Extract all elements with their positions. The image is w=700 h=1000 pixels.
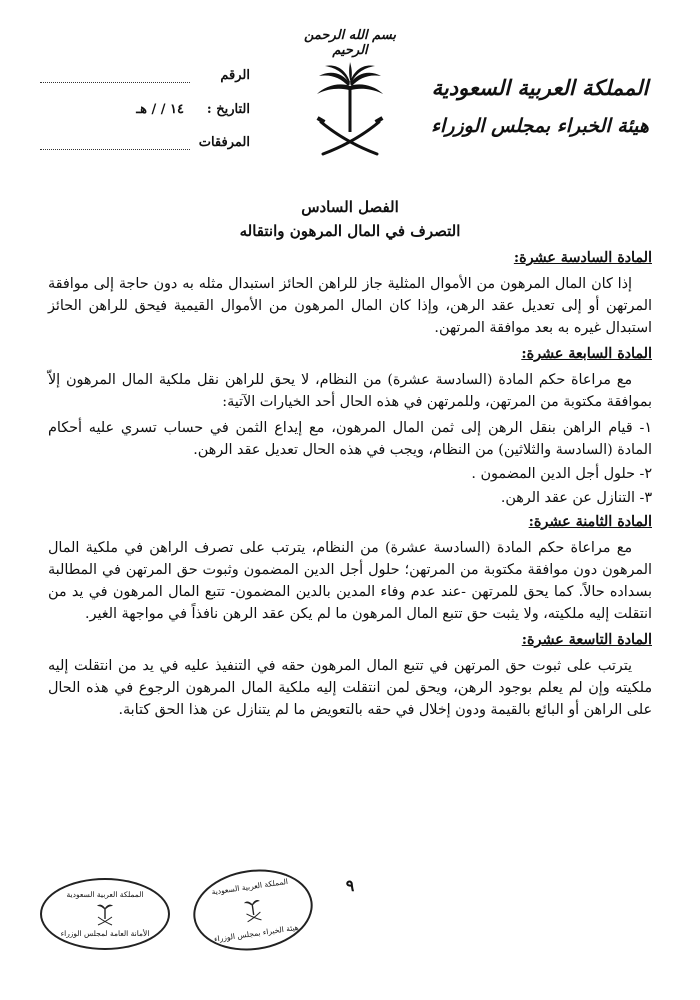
- date-value: ١٤ / / هـ: [136, 102, 184, 117]
- reference-line: [40, 82, 190, 83]
- article-17: [48, 343, 652, 509]
- list-item: ١- قيام الراهن بنقل الرهن إلى ثمن المال المرهون، مع إيداع الثمن في حساب تسري عليه أحكام المادة (السادسة والثلاثين) من النظام، ويجب في هذه الحال تعديل عقد الرهن.: [48, 420, 652, 458]
- seal-text-top: المملكة العربية السعودية: [66, 890, 144, 899]
- date-label: التاريخ :: [206, 102, 250, 117]
- seal-stamp-right: [188, 862, 318, 958]
- attachments-label: المرفقات: [198, 135, 250, 150]
- article-paragraph: إذا كان المال المرهون من الأموال المثلية جاز للراهن الحائز استبدال مثله به دون حاجة إلى موافقة المرتهن أو إلى تعديل عقد الرهن، وإذا كان المال المرهون من الأموال القيمية فيحق للراهن الحائز استبدال غيره به بعد موافقة المرتهن.: [48, 276, 652, 336]
- seal-text-top: المملكة العربية السعودية: [211, 876, 289, 897]
- seal-emblem-icon: [242, 897, 263, 923]
- org-name-line1: المملكة العربية السعودية: [431, 75, 649, 100]
- article-heading: المادة الثامنة عشرة:: [528, 514, 652, 530]
- reference-number-row: [40, 68, 250, 90]
- article-paragraph: يترتب على ثبوت حق المرتهن في تتبع المال المرهون حقه في التنفيذ عليه في يد من انتقلت إليه ملكيته وإن لم يعلم بوجود الرهن، ويحق لمن انتقلت إليه ملكية المال المرهون الرجوع في هذه الحال على الراهن أو البائع بالقيمة ودون إخلال في حقه بالتعويض ما لم يتنازل عن هذا الحق كتابة.: [48, 658, 652, 718]
- chapter-title: الفصل السادس: [301, 198, 399, 216]
- list-item: ٢- حلول أجل الدين المضمون .: [471, 466, 652, 482]
- document-body: [48, 195, 652, 725]
- page-number: ٩: [345, 876, 355, 895]
- attachments-row: [40, 135, 250, 157]
- article-heading: المادة السادسة عشرة:: [513, 250, 652, 266]
- seal-emblem-icon: [96, 902, 114, 926]
- article-16: [48, 247, 652, 339]
- palm-and-swords-icon: [315, 62, 385, 162]
- article-paragraph: مع مراعاة حكم المادة (السادسة عشرة) من النظام، لا يحق للراهن نقل ملكية المال المرهون إلاّ بموافقة مكتوبة من المرتهن، وللمرتهن في هذه الحال أحد الخيارات الآتية:: [48, 372, 652, 410]
- basmala: بسم الله الرحمن الرحيم: [304, 28, 396, 58]
- seal-text-bottom: الأمانة العامة لمجلس الوزراء: [60, 929, 150, 938]
- article-19: [48, 629, 652, 721]
- chapter-subtitle: التصرف في المال المرهون وانتقاله: [239, 222, 461, 240]
- article-heading: المادة التاسعة عشرة:: [521, 632, 652, 648]
- article-heading: المادة السابعة عشرة:: [521, 346, 652, 362]
- seal-stamp-left: [40, 878, 170, 950]
- attachments-line: [40, 149, 190, 150]
- article-paragraph: مع مراعاة حكم المادة (السادسة عشرة) من النظام، يترتب على تصرف الراهن في ملكية المال المرهون دون موافقة مكتوبة من المرتهن؛ حلول أجل الدين المضمون وثبوت حق المرتهن في المطالبة بسداده حالاً. كما يحق للمرتهن -عند عدم وفاء المدين بالدين المضمون- تتبع المال المرهون في يد من انتقلت إليه ملكيته، ولا يثبت حق تتبع المال المرهون ما لم يكن عقد الرهن نافذاً في مواجهة الغير.: [48, 540, 652, 622]
- reference-label: الرقم: [220, 68, 250, 83]
- article-18: [48, 511, 652, 625]
- date-row: [40, 102, 250, 124]
- list-item: ٣- التنازل عن عقد الرهن.: [500, 490, 652, 506]
- seal-text-bottom: هيئة الخبراء بمجلس الوزراء: [213, 922, 300, 944]
- org-name-line2: هيئة الخبراء بمجلس الوزراء: [431, 115, 649, 137]
